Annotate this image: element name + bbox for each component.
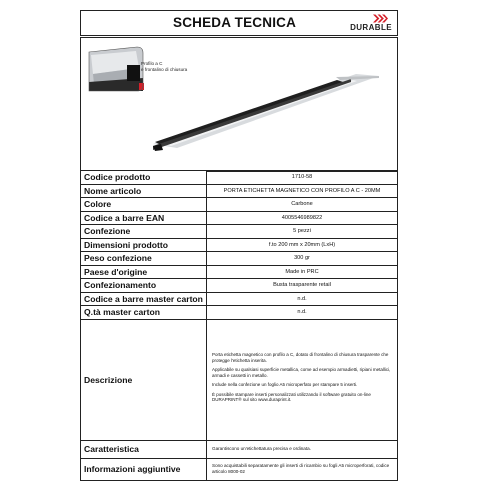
spec-row-descrizione — [81, 319, 398, 440]
profile-callout-label: Profilo a C e frontalino di chiusura — [141, 61, 188, 72]
spec-value: n.d. — [207, 292, 398, 306]
spec-value: PORTA ETICHETTA MAGNETICO CON PROFILO A C - 20MM — [207, 184, 398, 198]
spec-label: Descrizione — [81, 319, 207, 440]
description-paragraph: È possibile stampare inserti personalizzati utilizzando il software gratuito on-line DURAPRINT® sul sito www.duraprint.it. — [212, 391, 371, 403]
description-text — [207, 319, 398, 440]
spec-label: Paese d'origine — [81, 265, 207, 279]
spec-value: Made in PRC — [207, 265, 398, 279]
spec-value: n.d. — [207, 306, 398, 320]
spec-label: Nome articolo — [81, 184, 207, 198]
spec-row-master-carton-qty — [81, 306, 398, 320]
spec-label: Q.tà master carton — [81, 306, 207, 320]
spec-value: Sono acquistabili separatamente gli inserti di ricambio su fogli A5 microperforati, codice articolo 8000-02 — [207, 458, 398, 480]
product-image-panel — [80, 37, 398, 172]
spec-value: 4005546989822 — [207, 211, 398, 225]
spec-row-peso — [81, 252, 398, 266]
spec-row-confezionamento — [81, 279, 398, 293]
spec-value: f.to 200 mm x 20mm (LxH) — [207, 238, 398, 252]
specs-table — [80, 170, 398, 481]
brand-logo — [342, 14, 394, 32]
header — [80, 10, 398, 36]
spec-row-ean — [81, 211, 398, 225]
spec-value: 1710-58 — [207, 171, 398, 185]
spec-row-master-carton-barcode — [81, 292, 398, 306]
brand-name: DURABLE — [350, 23, 392, 32]
description-paragraph: Include nella confezione un foglio A5 microperfato per stampare 5 inserti. — [212, 382, 358, 388]
spec-label: Codice a barre EAN — [81, 211, 207, 225]
label-holder-strip — [153, 74, 379, 151]
spec-label: Caratteristica — [81, 440, 207, 458]
spec-value: 300 gr — [207, 252, 398, 266]
technical-sheet — [80, 10, 398, 472]
spec-row-paese — [81, 265, 398, 279]
description-paragraph: Applicabile su qualsiasi superficie metallica, come ad esempio armadietti, ripiani metallici, armadi e cassetti in metallo. — [212, 367, 391, 378]
profile-closeup-inset — [89, 47, 144, 91]
description-paragraph: Porta etichetta magnetico con profilo a C, dotato di frontalino di chiusura trasparente che protegge l'etichetta inserita. — [212, 351, 389, 363]
spec-row-caratteristica — [81, 440, 398, 458]
spec-label: Confezionamento — [81, 279, 207, 293]
product-illustration — [81, 38, 397, 171]
spec-label: Confezione — [81, 225, 207, 239]
spec-label: Dimensioni prodotto — [81, 238, 207, 252]
spec-value: 5 pezzi — [207, 225, 398, 239]
spec-label: Codice a barre master carton — [81, 292, 207, 306]
spec-value: Garantiscono un'etichettatura precisa e ordinata. — [207, 440, 398, 458]
spec-row-nome-articolo — [81, 184, 398, 198]
spec-label: Codice prodotto — [81, 171, 207, 185]
spec-row-informazioni — [81, 458, 398, 480]
spec-value: Busta trasparente retail — [207, 279, 398, 293]
spec-row-dimensioni — [81, 238, 398, 252]
spec-row-colore — [81, 198, 398, 212]
spec-label: Colore — [81, 198, 207, 212]
brand-chevron-icon — [372, 14, 388, 23]
spec-label: Informazioni aggiuntive — [81, 458, 207, 480]
spec-row-codice-prodotto — [81, 171, 398, 185]
spec-value: Carbone — [207, 198, 398, 212]
spec-label: Peso confezione — [81, 252, 207, 266]
page-title: SCHEDA TECNICA — [173, 15, 297, 30]
spec-row-confezione — [81, 225, 398, 239]
